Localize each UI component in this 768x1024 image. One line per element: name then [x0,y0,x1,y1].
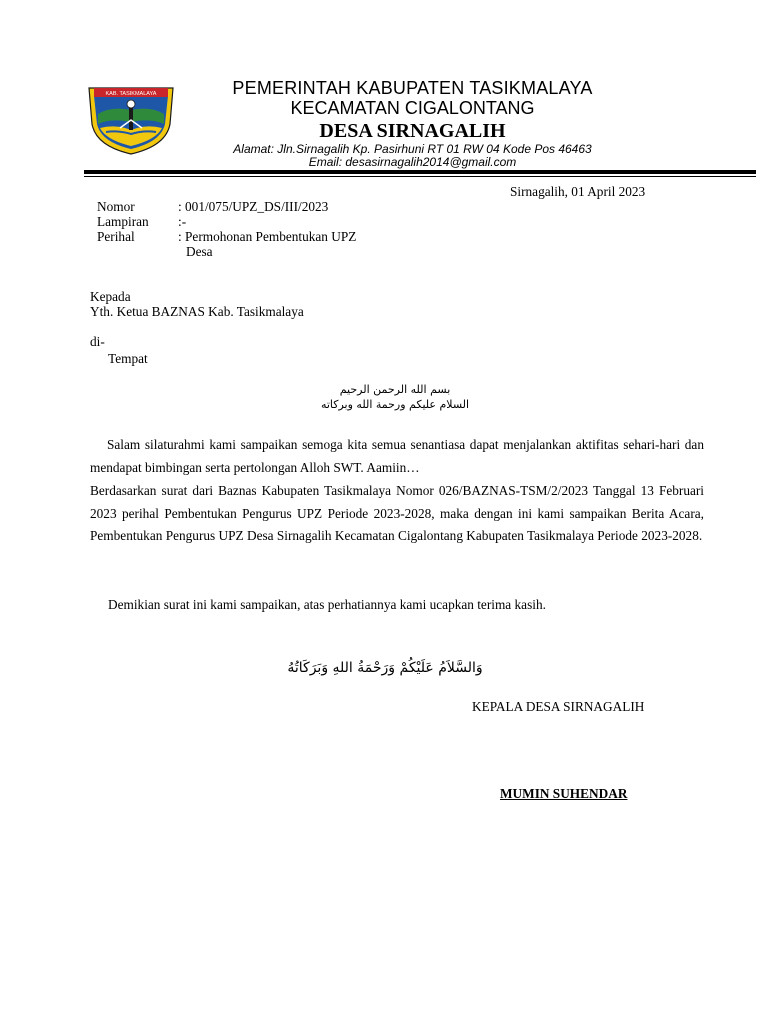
letterhead-divider-thin [84,176,756,177]
recipient-kepada: Kepada [90,289,131,304]
body-paragraph-closing: Demikian surat ini kami sampaikan, atas perhatiannya kami ucapkan terima kasih. [108,597,546,612]
letter-date: Sirnagalih, 01 April 2023 [510,184,646,199]
body-paragraph-main: Berdasarkan surat dari Baznas Kabupaten Tasikmalaya Nomor 026/BAZNAS-TSM/2/2023 Tanggal 13 Februari 2023 perihal Pembentukan Pengurus UPZ Periode 2023-2028, maka dengan ini kami sampaikan Berita Acara, Pembentukan Pengurus UPZ Desa Sirnagalih Kecamatan Cigalontang Kabupaten Tasikmalaya Periode 2023-2028. [90,483,704,544]
perihal-label: Perihal [97,229,135,244]
lampiran-label: Lampiran [97,214,149,229]
recipient-place: Tempat [108,351,148,366]
letterhead-address: Alamat: Jln.Sirnagalih Kp. Pasirhuni RT 01 RW 04 Kode Pos 46463 [233,142,592,156]
lampiran-value: :- [178,214,187,229]
basmala-line: بسم الله الرحمن الرحيم [339,383,451,396]
emblem-text: KAB. TASIKMALAYA [105,91,157,97]
signature-title: KEPALA DESA SIRNAGALIH [472,699,645,714]
letterhead-email: Email: desasirnagalih2014@gmail.com [308,155,517,169]
letterhead-village-name: DESA SIRNAGALIH [319,120,506,142]
recipient-name: Yth. Ketua BAZNAS Kab. Tasikmalaya [90,304,304,319]
perihal-value: : Permohonan Pembentukan UPZ [178,229,357,244]
recipient-di: di- [90,334,105,349]
salam-closing-line: وَالسَّلاَمُ عَلَيْكُمْ وَرَحْمَةُ اللهِ وَبَرَكَاتُهُ [287,660,483,676]
letterhead-government-line: PEMERINTAH KABUPATEN TASIKMALAYA [232,78,593,98]
perihal-value-continued: Desa [186,244,213,259]
body-paragraph-greeting: Salam silaturahmi kami sampaikan semoga kita semua senantiasa dapat menjalankan aktifitas sehari-hari dan mendapat bimbingan serta pertolongan Alloh SWT. Aamiin… [90,437,704,475]
nomor-value: : 001/075/UPZ_DS/III/2023 [178,199,329,214]
signature-name: MUMIN SUHENDAR [500,786,628,801]
salam-opening-line: السلام عليكم ورحمة الله وبركاته [320,398,470,411]
nomor-label: Nomor [97,199,135,214]
letterhead-divider-thick [84,170,756,174]
letterhead-district-line: KECAMATAN CIGALONTANG [290,98,535,118]
regency-emblem-logo [86,84,176,156]
